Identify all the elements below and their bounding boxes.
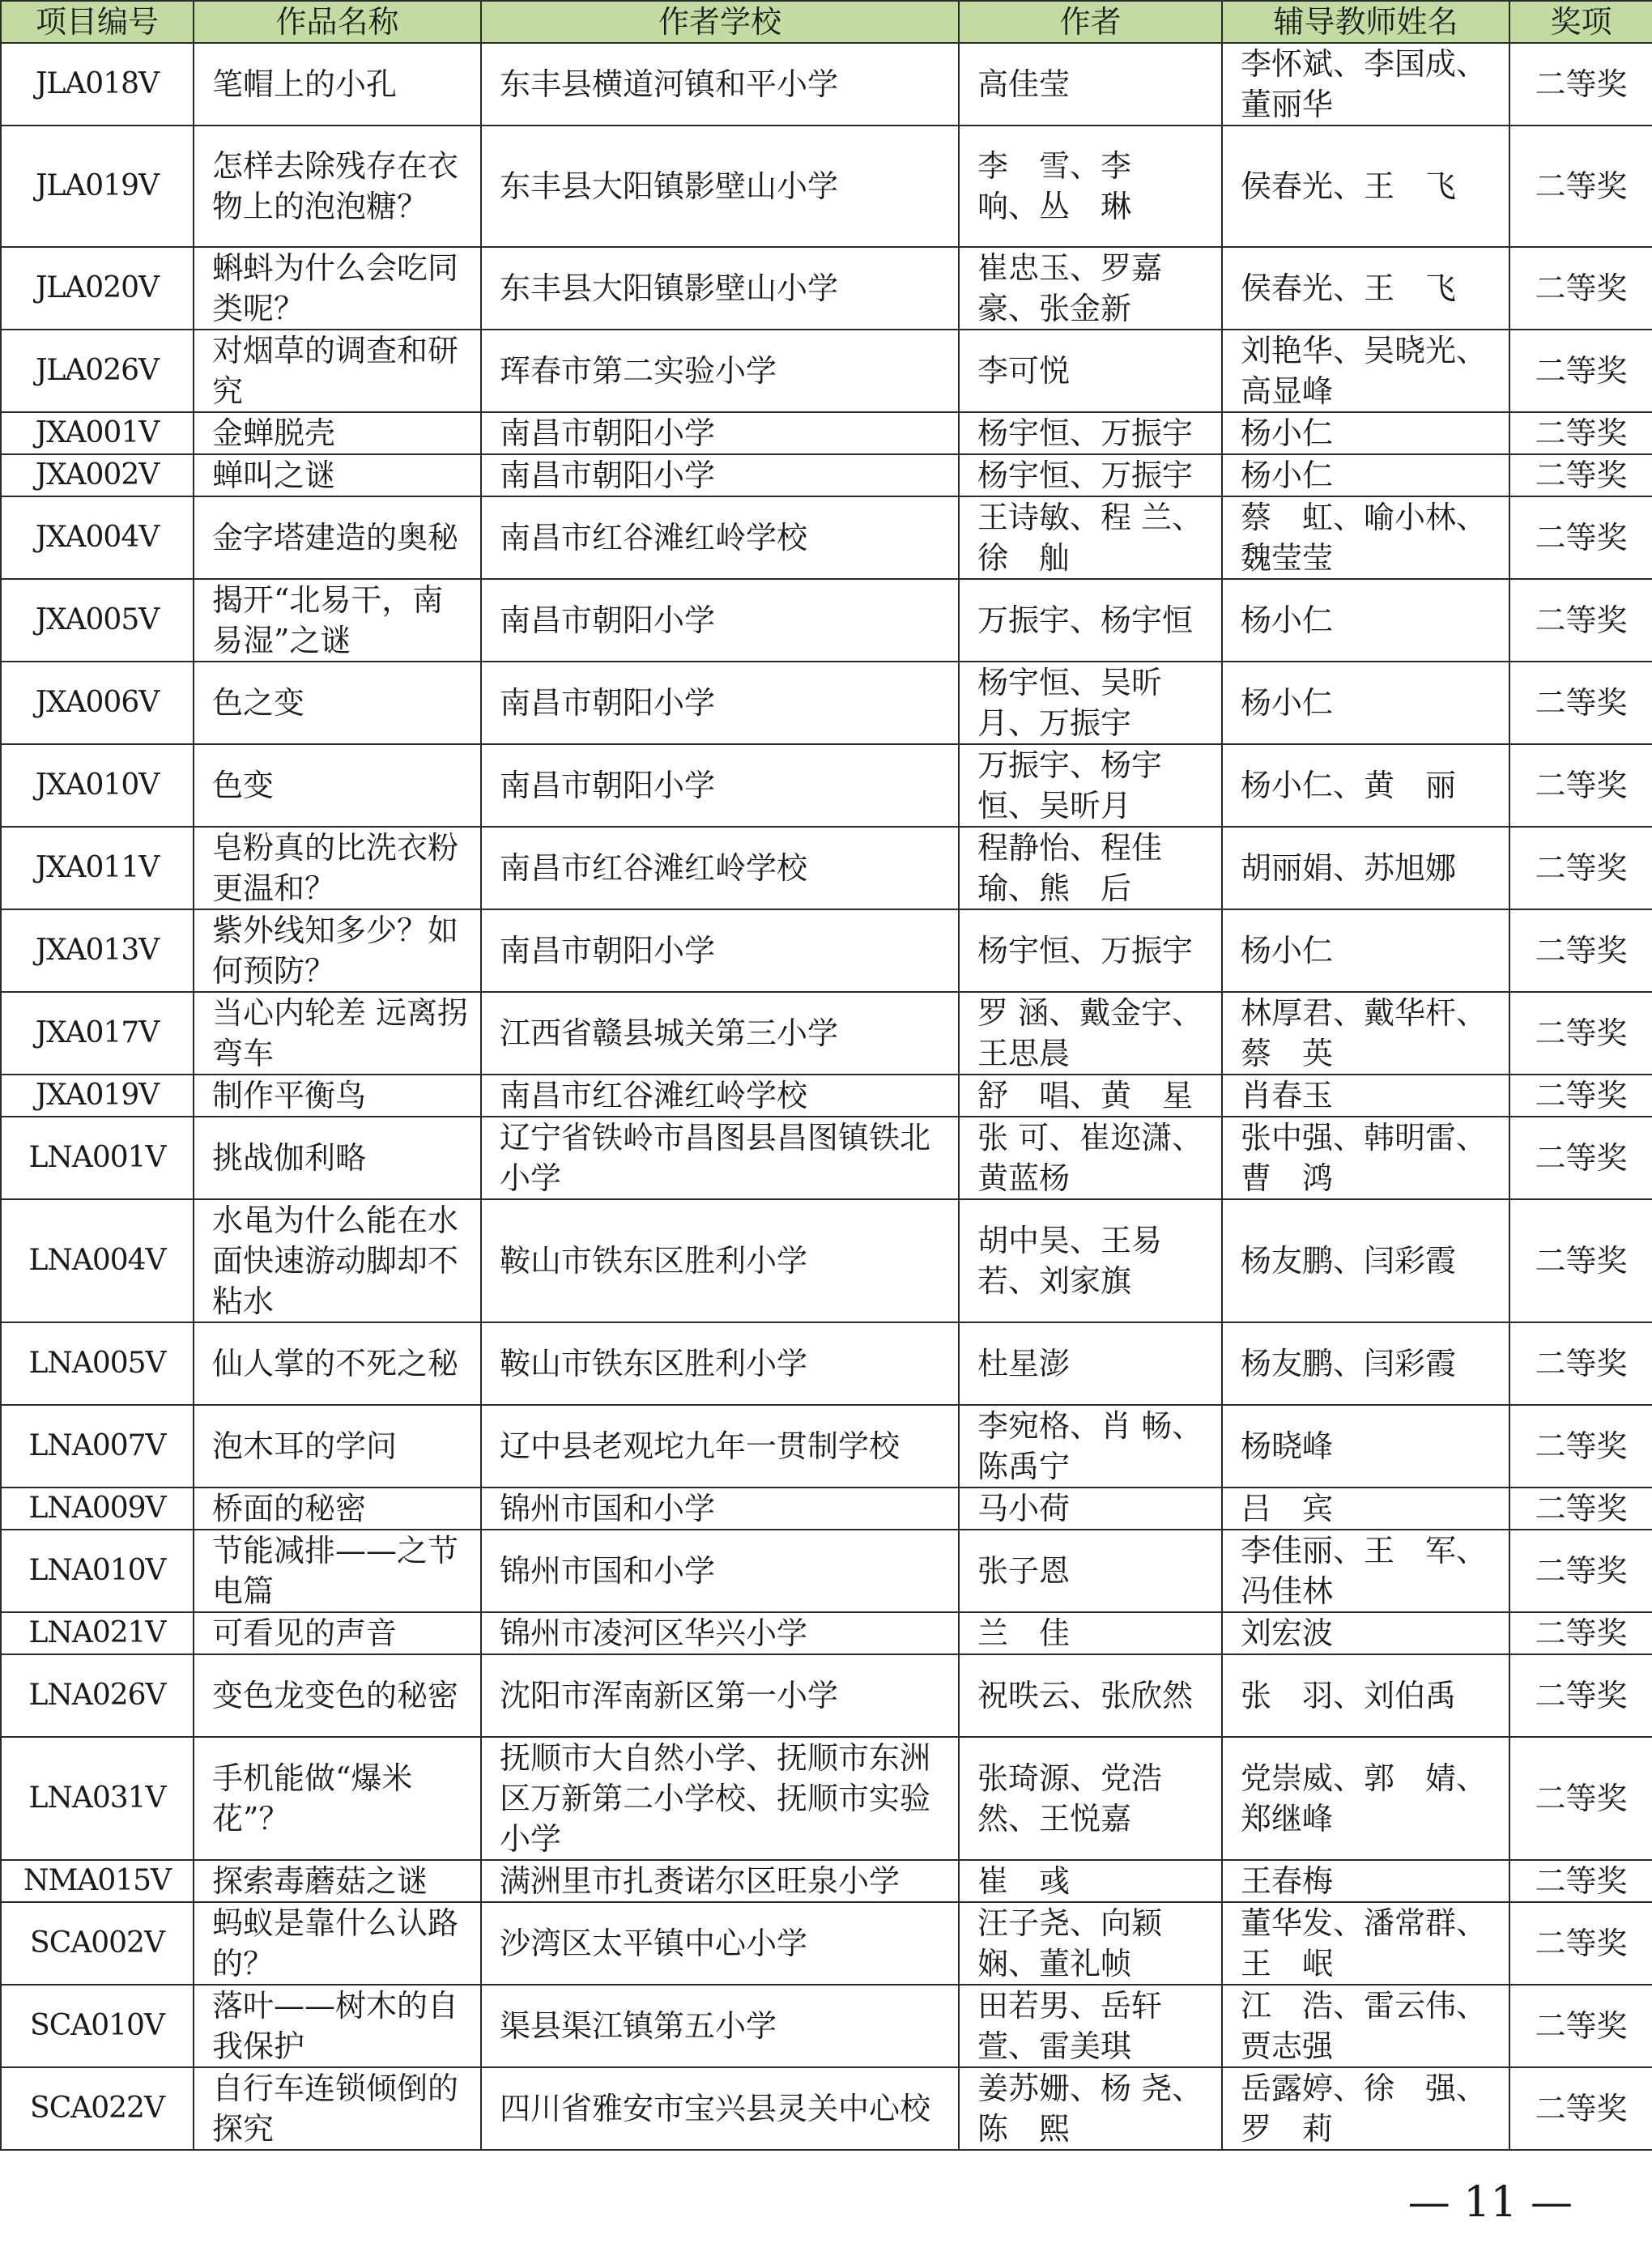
- cell-project-id: JXA006V: [1, 662, 194, 744]
- table-row: [1, 662, 1652, 744]
- cell-authors: 杨宇恒、万振宇: [959, 454, 1222, 496]
- cell-teachers: 党崇威、郭 婧、郑继峰: [1222, 1737, 1509, 1860]
- cell-teachers: 林厚君、戴华杆、蔡 英: [1222, 992, 1509, 1075]
- cell-teachers: 刘艳华、吴晓光、高显峰: [1222, 330, 1509, 412]
- cell-work-title: 当心内轮差 远离拐弯车: [194, 992, 481, 1075]
- cell-project-id: JXA002V: [1, 454, 194, 496]
- cell-author-school: 锦州市国和小学: [481, 1488, 959, 1530]
- cell-work-title: 色之变: [194, 662, 481, 744]
- table-row: [1, 1530, 1652, 1612]
- cell-teachers: 张 羽、刘伯禹: [1222, 1654, 1509, 1737]
- cell-authors: 王诗敏、程 兰、徐 舢: [959, 496, 1222, 579]
- cell-work-title: 金蝉脱壳: [194, 412, 481, 454]
- cell-teachers: 王春梅: [1222, 1860, 1509, 1902]
- cell-authors: 兰 佳: [959, 1612, 1222, 1654]
- table-row: [1, 1117, 1652, 1199]
- cell-authors: 杨宇恒、万振宇: [959, 909, 1222, 992]
- cell-author-school: 南昌市朝阳小学: [481, 579, 959, 662]
- cell-author-school: 南昌市朝阳小学: [481, 454, 959, 496]
- cell-authors: 杨宇恒、万振宇: [959, 412, 1222, 454]
- cell-author-school: 辽宁省铁岭市昌图县昌图镇铁北小学: [481, 1117, 959, 1199]
- cell-author-school: 南昌市朝阳小学: [481, 662, 959, 744]
- cell-authors: 李可悦: [959, 330, 1222, 412]
- cell-award: 二等奖: [1509, 454, 1652, 496]
- cell-author-school: 东丰县横道河镇和平小学: [481, 43, 959, 126]
- cell-project-id: LNA005V: [1, 1322, 194, 1405]
- awards-table-body: [1, 43, 1652, 2150]
- cell-authors: 崔忠玉、罗嘉豪、张金新: [959, 247, 1222, 330]
- cell-award: 二等奖: [1509, 909, 1652, 992]
- cell-project-id: JXA019V: [1, 1075, 194, 1117]
- header-authors: 作者: [959, 1, 1222, 43]
- table-row: [1, 43, 1652, 126]
- cell-author-school: 抚顺市大自然小学、抚顺市东洲区万新第二小学校、抚顺市实验小学: [481, 1737, 959, 1860]
- cell-award: 二等奖: [1509, 2067, 1652, 2150]
- cell-award: 二等奖: [1509, 43, 1652, 126]
- table-row: [1, 247, 1652, 330]
- cell-authors: 舒 唱、黄 星: [959, 1075, 1222, 1117]
- cell-award: 二等奖: [1509, 1488, 1652, 1530]
- cell-author-school: 东丰县大阳镇影壁山小学: [481, 247, 959, 330]
- cell-project-id: JXA013V: [1, 909, 194, 992]
- cell-authors: 马小荷: [959, 1488, 1222, 1530]
- table-row: [1, 1199, 1652, 1322]
- table-row: [1, 827, 1652, 909]
- cell-author-school: 东丰县大阳镇影壁山小学: [481, 126, 959, 247]
- cell-project-id: JXA010V: [1, 744, 194, 827]
- cell-work-title: 可看见的声音: [194, 1612, 481, 1654]
- cell-authors: 胡中昊、王易若、刘家旗: [959, 1199, 1222, 1322]
- cell-authors: 张子恩: [959, 1530, 1222, 1612]
- header-award: 奖项: [1509, 1, 1652, 43]
- cell-award: 二等奖: [1509, 827, 1652, 909]
- cell-authors: 李 雪、李 响、丛 琳: [959, 126, 1222, 247]
- cell-project-id: SCA002V: [1, 1902, 194, 1985]
- cell-authors: 汪子尧、向颖娴、董礼帧: [959, 1902, 1222, 1985]
- cell-project-id: JXA005V: [1, 579, 194, 662]
- cell-teachers: 肖春玉: [1222, 1075, 1509, 1117]
- cell-work-title: 蝉叫之谜: [194, 454, 481, 496]
- cell-teachers: 杨小仁: [1222, 412, 1509, 454]
- table-row: [1, 1860, 1652, 1902]
- cell-teachers: 董华发、潘常群、王 岷: [1222, 1902, 1509, 1985]
- cell-project-id: JXA004V: [1, 496, 194, 579]
- cell-author-school: 沙湾区太平镇中心小学: [481, 1902, 959, 1985]
- cell-project-id: JLA020V: [1, 247, 194, 330]
- cell-work-title: 手机能做“爆米花”？: [194, 1737, 481, 1860]
- cell-work-title: 变色龙变色的秘密: [194, 1654, 481, 1737]
- cell-work-title: 皂粉真的比洗衣粉更温和？: [194, 827, 481, 909]
- header-teachers: 辅导教师姓名: [1222, 1, 1509, 43]
- cell-author-school: 南昌市朝阳小学: [481, 909, 959, 992]
- table-row: [1, 992, 1652, 1075]
- table-row: [1, 2067, 1652, 2150]
- cell-work-title: 探索毒蘑菇之谜: [194, 1860, 481, 1902]
- cell-award: 二等奖: [1509, 1075, 1652, 1117]
- cell-author-school: 锦州市国和小学: [481, 1530, 959, 1612]
- cell-author-school: 满洲里市扎赉诺尔区旺泉小学: [481, 1860, 959, 1902]
- table-row: [1, 744, 1652, 827]
- cell-award: 二等奖: [1509, 1737, 1652, 1860]
- cell-award: 二等奖: [1509, 1530, 1652, 1612]
- cell-award: 二等奖: [1509, 662, 1652, 744]
- cell-project-id: LNA026V: [1, 1654, 194, 1737]
- cell-authors: 万振宇、杨宇恒: [959, 579, 1222, 662]
- cell-teachers: 侯春光、王 飞: [1222, 126, 1509, 247]
- cell-work-title: 紫外线知多少？如何预防？: [194, 909, 481, 992]
- cell-project-id: LNA021V: [1, 1612, 194, 1654]
- table-row: [1, 1902, 1652, 1985]
- cell-author-school: 珲春市第二实验小学: [481, 330, 959, 412]
- cell-author-school: 南昌市红谷滩红岭学校: [481, 1075, 959, 1117]
- cell-teachers: 杨小仁: [1222, 579, 1509, 662]
- cell-award: 二等奖: [1509, 992, 1652, 1075]
- cell-award: 二等奖: [1509, 1405, 1652, 1488]
- cell-teachers: 杨友鹏、闫彩霞: [1222, 1199, 1509, 1322]
- table-row: [1, 1612, 1652, 1654]
- cell-author-school: 南昌市红谷滩红岭学校: [481, 496, 959, 579]
- cell-author-school: 鞍山市铁东区胜利小学: [481, 1199, 959, 1322]
- cell-teachers: 李佳丽、王 军、冯佳林: [1222, 1530, 1509, 1612]
- cell-author-school: 鞍山市铁东区胜利小学: [481, 1322, 959, 1405]
- cell-author-school: 沈阳市浑南新区第一小学: [481, 1654, 959, 1737]
- cell-project-id: JLA026V: [1, 330, 194, 412]
- table-row: [1, 1985, 1652, 2067]
- cell-award: 二等奖: [1509, 744, 1652, 827]
- header-author-school: 作者学校: [481, 1, 959, 43]
- cell-teachers: 吕 宾: [1222, 1488, 1509, 1530]
- cell-author-school: 辽中县老观坨九年一贯制学校: [481, 1405, 959, 1488]
- cell-award: 二等奖: [1509, 496, 1652, 579]
- cell-authors: 杨宇恒、吴昕月、万振宇: [959, 662, 1222, 744]
- cell-work-title: 泡木耳的学问: [194, 1405, 481, 1488]
- cell-authors: 姜苏姗、杨 尧、陈 熙: [959, 2067, 1222, 2150]
- header-project-id: 项目编号: [1, 1, 194, 43]
- table-header-row: [1, 1, 1652, 43]
- cell-teachers: 胡丽娟、苏旭娜: [1222, 827, 1509, 909]
- cell-award: 二等奖: [1509, 1117, 1652, 1199]
- table-row: [1, 579, 1652, 662]
- cell-project-id: NMA015V: [1, 1860, 194, 1902]
- cell-authors: 张琦源、党浩然、王悦嘉: [959, 1737, 1222, 1860]
- cell-award: 二等奖: [1509, 126, 1652, 247]
- cell-award: 二等奖: [1509, 1860, 1652, 1902]
- cell-project-id: JLA018V: [1, 43, 194, 126]
- cell-work-title: 揭开“北易干，南易湿”之谜: [194, 579, 481, 662]
- cell-work-title: 怎样去除残存在衣物上的泡泡糖？: [194, 126, 481, 247]
- cell-award: 二等奖: [1509, 330, 1652, 412]
- cell-authors: 罗 涵、戴金宇、王思晨: [959, 992, 1222, 1075]
- cell-project-id: LNA031V: [1, 1737, 194, 1860]
- cell-author-school: 四川省雅安市宝兴县灵关中心校: [481, 2067, 959, 2150]
- cell-work-title: 笔帽上的小孔: [194, 43, 481, 126]
- cell-authors: 崔 彧: [959, 1860, 1222, 1902]
- cell-teachers: 杨小仁: [1222, 454, 1509, 496]
- cell-work-title: 落叶——树木的自我保护: [194, 1985, 481, 2067]
- cell-teachers: 李怀斌、李国成、董丽华: [1222, 43, 1509, 126]
- cell-award: 二等奖: [1509, 579, 1652, 662]
- cell-award: 二等奖: [1509, 1902, 1652, 1985]
- cell-project-id: LNA001V: [1, 1117, 194, 1199]
- table-row: [1, 1737, 1652, 1860]
- cell-work-title: 蝌蚪为什么会吃同类呢？: [194, 247, 481, 330]
- page-number: — 11 —: [1407, 2178, 1573, 2227]
- cell-project-id: JLA019V: [1, 126, 194, 247]
- cell-project-id: JXA011V: [1, 827, 194, 909]
- table-row: [1, 1322, 1652, 1405]
- cell-work-title: 色变: [194, 744, 481, 827]
- cell-award: 二等奖: [1509, 1322, 1652, 1405]
- table-row: [1, 1075, 1652, 1117]
- cell-work-title: 对烟草的调查和研究: [194, 330, 481, 412]
- cell-award: 二等奖: [1509, 412, 1652, 454]
- table-row: [1, 909, 1652, 992]
- table-row: [1, 1654, 1652, 1737]
- cell-teachers: 江 浩、雷云伟、贾志强: [1222, 1985, 1509, 2067]
- cell-award: 二等奖: [1509, 1199, 1652, 1322]
- cell-authors: 李宛格、肖 畅、陈禹宁: [959, 1405, 1222, 1488]
- cell-work-title: 仙人掌的不死之秘: [194, 1322, 481, 1405]
- cell-author-school: 南昌市朝阳小学: [481, 412, 959, 454]
- cell-work-title: 节能减排——之节电篇: [194, 1530, 481, 1612]
- cell-teachers: 杨友鹏、闫彩霞: [1222, 1322, 1509, 1405]
- cell-author-school: 南昌市朝阳小学: [481, 744, 959, 827]
- table-row: [1, 1405, 1652, 1488]
- cell-authors: 程静怡、程佳瑜、熊 后: [959, 827, 1222, 909]
- cell-authors: 高佳莹: [959, 43, 1222, 126]
- table-row: [1, 412, 1652, 454]
- cell-work-title: 桥面的秘密: [194, 1488, 481, 1530]
- cell-author-school: 江西省赣县城关第三小学: [481, 992, 959, 1075]
- cell-author-school: 锦州市凌河区华兴小学: [481, 1612, 959, 1654]
- cell-award: 二等奖: [1509, 247, 1652, 330]
- cell-work-title: 金字塔建造的奥秘: [194, 496, 481, 579]
- cell-project-id: SCA010V: [1, 1985, 194, 2067]
- cell-teachers: 岳露婷、徐 强、罗 莉: [1222, 2067, 1509, 2150]
- table-row: [1, 330, 1652, 412]
- cell-project-id: SCA022V: [1, 2067, 194, 2150]
- header-work-title: 作品名称: [194, 1, 481, 43]
- cell-project-id: LNA009V: [1, 1488, 194, 1530]
- cell-author-school: 南昌市红谷滩红岭学校: [481, 827, 959, 909]
- cell-teachers: 杨小仁: [1222, 662, 1509, 744]
- table-row: [1, 126, 1652, 247]
- cell-award: 二等奖: [1509, 1654, 1652, 1737]
- cell-teachers: 杨晓峰: [1222, 1405, 1509, 1488]
- cell-author-school: 渠县渠江镇第五小学: [481, 1985, 959, 2067]
- cell-authors: 祝昳云、张欣然: [959, 1654, 1222, 1737]
- cell-authors: 万振宇、杨宇恒、吴昕月: [959, 744, 1222, 827]
- cell-work-title: 自行车连锁倾倒的探究: [194, 2067, 481, 2150]
- cell-teachers: 杨小仁: [1222, 909, 1509, 992]
- cell-teachers: 蔡 虹、喻小林、魏莹莹: [1222, 496, 1509, 579]
- cell-work-title: 挑战伽利略: [194, 1117, 481, 1199]
- cell-teachers: 刘宏波: [1222, 1612, 1509, 1654]
- cell-authors: 杜星澎: [959, 1322, 1222, 1405]
- cell-award: 二等奖: [1509, 1985, 1652, 2067]
- table-row: [1, 496, 1652, 579]
- cell-project-id: JXA001V: [1, 412, 194, 454]
- cell-project-id: LNA004V: [1, 1199, 194, 1322]
- table-row: [1, 454, 1652, 496]
- cell-authors: 田若男、岳轩萱、雷美琪: [959, 1985, 1222, 2067]
- cell-project-id: LNA007V: [1, 1405, 194, 1488]
- cell-work-title: 制作平衡鸟: [194, 1075, 481, 1117]
- cell-teachers: 侯春光、王 飞: [1222, 247, 1509, 330]
- table-row: [1, 1488, 1652, 1530]
- cell-project-id: JXA017V: [1, 992, 194, 1075]
- cell-authors: 张 可、崔迩潇、黄蓝杨: [959, 1117, 1222, 1199]
- cell-teachers: 张中强、韩明雷、曹 鸿: [1222, 1117, 1509, 1199]
- cell-award: 二等奖: [1509, 1612, 1652, 1654]
- cell-work-title: 蚂蚁是靠什么认路的？: [194, 1902, 481, 1985]
- cell-teachers: 杨小仁、黄 丽: [1222, 744, 1509, 827]
- cell-work-title: 水黾为什么能在水面快速游动脚却不粘水: [194, 1199, 481, 1322]
- cell-project-id: LNA010V: [1, 1530, 194, 1612]
